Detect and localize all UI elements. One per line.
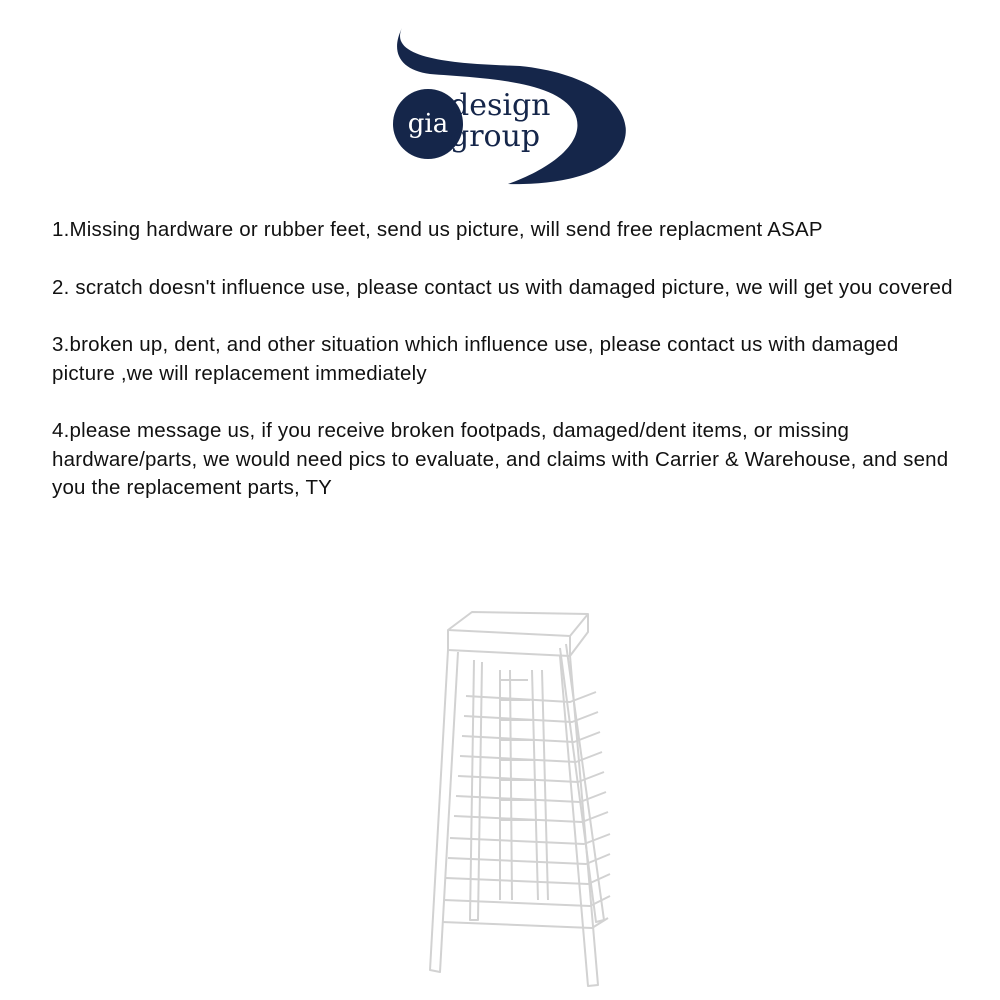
logo-word-design: design [450,88,551,123]
stool-stack-leg-1 [500,670,512,900]
stool-seat-side [570,614,588,656]
stool-seat-top [448,612,588,636]
stool-leg-back-left [470,660,482,920]
note-message-us: 4.please message us, if you receive broken footpads, damaged/dent items, or missing hardware/parts, we would need pics to evaluate, and claims with Carrier & Warehouse, and send you the replacement parts, TY [52,419,949,499]
note-missing-hardware: 1.Missing hardware or rubber feet, send us picture, will send free replacment ASAP [52,218,823,241]
logo-mark-gia: gia [407,109,449,139]
policy-notes [52,216,962,532]
stool-illustration [420,600,620,990]
stool-leg-front-left [430,650,458,972]
stool-stack-rings [442,692,610,928]
brand-logo [380,22,640,190]
logo-word-group: group [450,119,541,154]
note-broken-dent: 3.broken up, dent, and other situation which influence use, please contact us with damaged picture ,we will replacement immediately [52,333,899,385]
stool-stack-leg-2 [532,670,548,900]
note-scratch: 2. scratch doesn't influence use, please contact us with damaged picture, we will get you covered [52,275,953,299]
